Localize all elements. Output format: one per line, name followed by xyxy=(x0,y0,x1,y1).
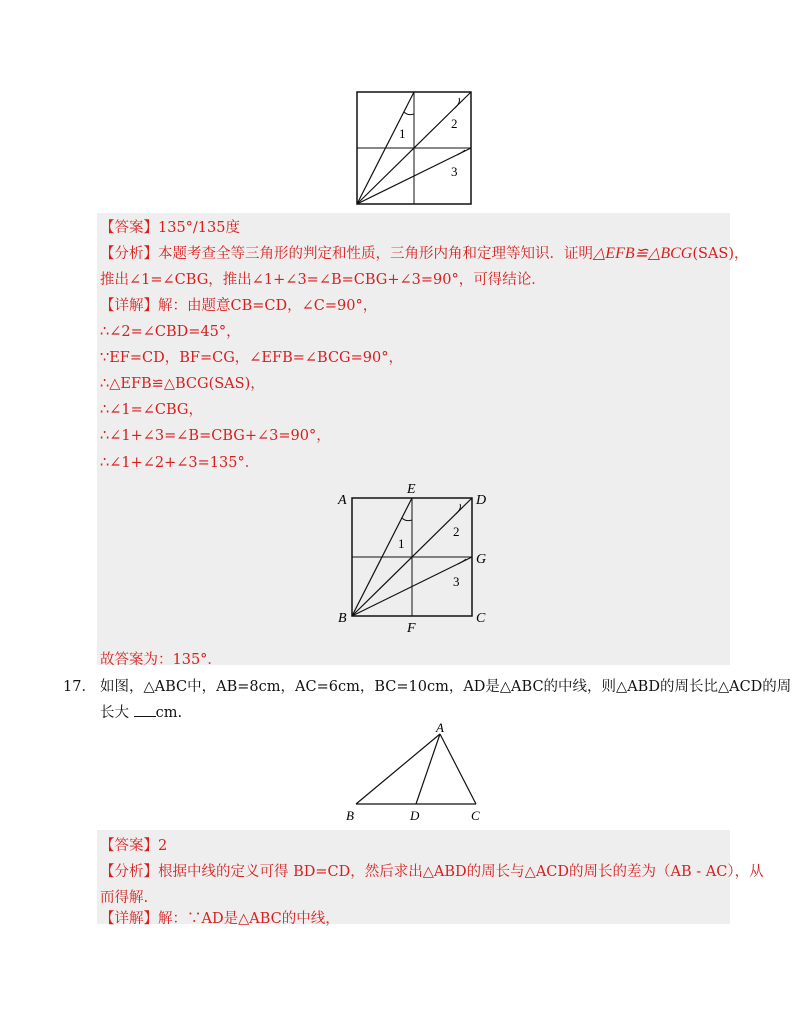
detail-line-1 xyxy=(100,294,377,315)
detail-line-6: ∴∠1+∠3=∠B=CBG+∠3=90°， xyxy=(100,428,331,444)
detail-text: 解：∵AD是△ABC的中线， xyxy=(158,911,340,927)
detail-line-4: ∴△EFB≌△BCG(SAS)， xyxy=(100,376,265,392)
analysis-line-1 xyxy=(100,242,749,263)
point-A: A xyxy=(338,493,347,508)
analysis-line-2: 推出∠1=∠CBG，推出∠1+∠3=∠B=CBG+∠3=90°，可得结论． xyxy=(100,272,546,288)
analysis-text: 根据中线的定义可得 BD=CD，然后求出△ABD的周长与△ACD的周长的差为（AB - AC），从 xyxy=(158,864,764,880)
figure-2 xyxy=(336,480,492,636)
analysis-text: 本题考查全等三角形的判定和性质，三角形内角和定理等知识．证明 xyxy=(158,246,593,262)
analysis-sas: (SAS)， xyxy=(692,246,749,262)
point-F: F xyxy=(407,621,416,636)
analysis-tag: 【分析】 xyxy=(100,864,158,880)
answer-value: 2 xyxy=(158,838,168,854)
analysis-line-17-2: 而得解. xyxy=(100,890,149,906)
point-C: C xyxy=(471,808,480,823)
point-D: D xyxy=(410,808,420,823)
detail-line-7: ∴∠1+∠2+∠3=135°． xyxy=(100,455,260,471)
analysis-congruence: △EFB≌△BCG xyxy=(593,245,693,262)
answer-tag: 【答案】 xyxy=(100,838,158,854)
answer-line-17 xyxy=(100,834,167,855)
point-B: B xyxy=(346,808,354,823)
angle-label-1: 1 xyxy=(399,126,406,141)
point-A: A xyxy=(436,722,444,735)
question-unit: cm. xyxy=(155,705,183,721)
angle-label-1: 1 xyxy=(398,536,405,551)
detail-tag: 【详解】 xyxy=(100,911,158,927)
detail-line-5: ∴∠1=∠CBG， xyxy=(100,402,204,418)
answer-value: 135°/135度 xyxy=(158,220,240,236)
point-B: B xyxy=(338,611,347,626)
detail-tag: 【详解】 xyxy=(100,298,158,314)
angle-label-2: 2 xyxy=(451,116,458,131)
point-D: D xyxy=(476,493,487,508)
question-number: 17． xyxy=(63,679,96,695)
figure-1 xyxy=(355,90,475,208)
point-C: C xyxy=(476,611,486,626)
figure-3 xyxy=(340,722,500,826)
answer-line xyxy=(100,216,240,237)
question-text: 长大 xyxy=(100,705,129,721)
detail-line-2: ∴∠2=∠CBD=45°， xyxy=(100,324,241,340)
analysis-line-17-1 xyxy=(100,860,764,881)
answer-tag: 【答案】 xyxy=(100,220,158,236)
final-answer: 故答案为：135°． xyxy=(100,652,222,668)
detail-line-17-1 xyxy=(100,907,340,928)
question-line-2 xyxy=(100,701,182,722)
question-line-1: 如图，△ABC中，AB=8cm，AC=6cm，BC=10cm，AD是△ABC的中线，则△ABD的周长比△ACD的周 xyxy=(100,679,792,695)
angle-label-2: 2 xyxy=(453,524,460,539)
answer-blank xyxy=(134,704,156,717)
angle-label-3: 3 xyxy=(451,164,458,179)
angle-label-3: 3 xyxy=(453,574,460,589)
detail-text: 解：由题意CB=CD，∠C=90°， xyxy=(158,298,378,314)
point-E: E xyxy=(407,482,416,497)
point-G: G xyxy=(476,552,487,567)
analysis-tag: 【分析】 xyxy=(100,246,158,262)
detail-line-3: ∵EF=CD，BF=CG，∠EFB=∠BCG=90°， xyxy=(100,350,403,366)
